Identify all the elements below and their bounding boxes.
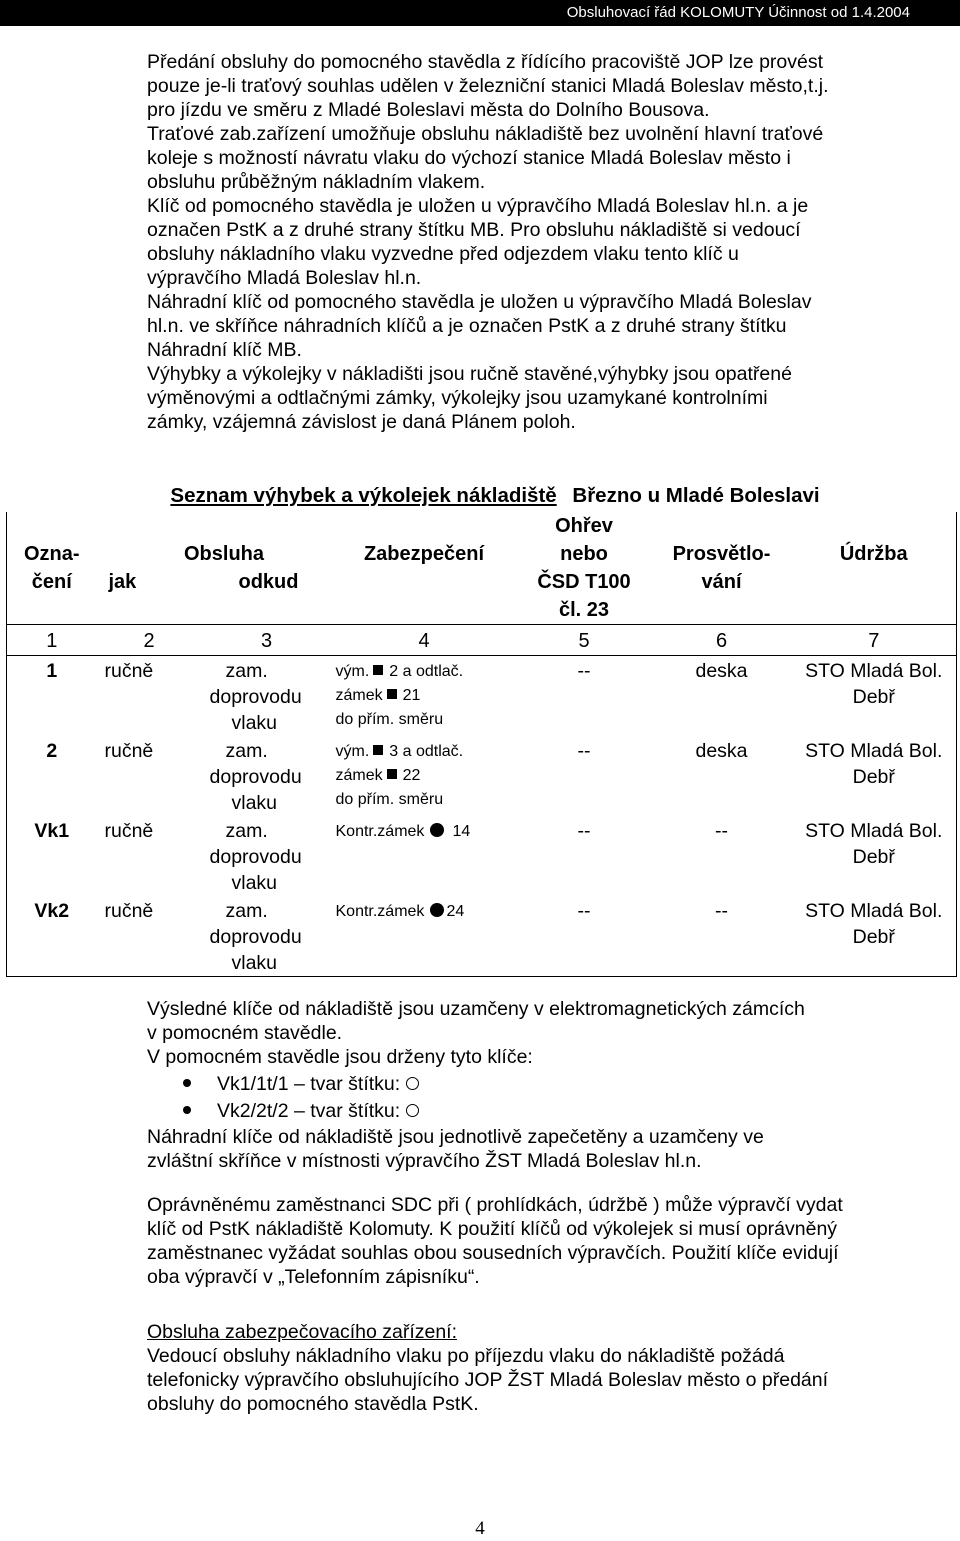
row-ohrev: -- bbox=[577, 740, 591, 762]
sdc-text bbox=[147, 1193, 927, 1289]
row-prosvetleni: -- bbox=[652, 896, 792, 977]
row-jak: ručně bbox=[97, 656, 202, 737]
text-line: výpravčího Mladá Boleslav hl.n. bbox=[147, 267, 422, 289]
header-ohrev: Ohřev nebo ČSD T100 čl. 23 bbox=[537, 515, 631, 621]
obsluha-section bbox=[147, 1320, 927, 1416]
bullet-item: Vk2/2t/2 – tvar štítku: bbox=[147, 1099, 927, 1123]
header-text: Obsluhovací řád KOLOMUTY Účinnost od 1.4.2004 bbox=[566, 4, 910, 21]
column-number: 4 bbox=[332, 625, 517, 656]
table-row bbox=[7, 816, 957, 896]
square-symbol-icon bbox=[387, 769, 397, 779]
header-oznaceni: Ozna- čení bbox=[7, 512, 97, 625]
header-prosvetleni: Prosvětlo- vání bbox=[672, 543, 771, 593]
text-line: Klíč od pomocného stavědla je uložen u výpravčího Mladá Boleslav hl.n. a je bbox=[147, 195, 809, 217]
bullet-icon bbox=[183, 1079, 191, 1087]
table-row bbox=[7, 896, 957, 977]
row-ohrev: -- bbox=[517, 656, 652, 737]
keys-text bbox=[147, 997, 927, 1173]
text-line: v pomocném stavědle. bbox=[147, 1022, 343, 1044]
row-odkud: zam. doprovodu vlaku bbox=[209, 820, 302, 894]
text-line: pro jízdu ve směru z Mladé Boleslavi města do Dolního Bousova. bbox=[147, 99, 710, 121]
filled-circle-icon bbox=[430, 823, 444, 837]
header-obsluha: Obsluha jak odkud bbox=[97, 512, 332, 625]
row-zabezpeceni: Kontr.zámek 24 bbox=[332, 896, 517, 977]
bullet-item: Vk1/1t/1 – tvar štítku: bbox=[147, 1072, 927, 1096]
square-symbol-icon bbox=[373, 745, 383, 755]
text-line: obsluhy nákladního vlaku vyzvedne před odjezdem vlaku tento klíč u bbox=[147, 243, 739, 265]
text-line: Předání obsluhy do pomocného stavědla z řídícího pracoviště JOP lze provést bbox=[147, 51, 824, 73]
section-heading: Obsluha zabezpečovacího zařízení: bbox=[147, 1321, 458, 1343]
row-udrzba: STO Mladá Bol. Debř bbox=[792, 896, 957, 977]
ring-tag-icon bbox=[406, 1077, 419, 1090]
intro-text bbox=[147, 50, 927, 434]
row-udrzba: STO Mladá Bol. Debř bbox=[792, 736, 957, 816]
square-symbol-icon bbox=[387, 689, 397, 699]
row-jak: ručně bbox=[97, 896, 202, 977]
text-line: Výsledné klíče od nákladiště jsou uzamčeny v elektromagnetických zámcích bbox=[147, 998, 805, 1020]
row-zabezpeceni: vým. 3 a odtlač. zámek 22 do přím. směru bbox=[335, 743, 464, 808]
row-udrzba: STO Mladá Bol. Debř bbox=[792, 656, 957, 737]
text-line: výměnovými a odtlačnými zámky, výkolejky jsou uzamykané kontrolními bbox=[147, 387, 768, 409]
column-number: 7 bbox=[792, 625, 957, 656]
page-number: 4 bbox=[475, 1518, 485, 1539]
table-row bbox=[7, 656, 957, 737]
row-zabezpeceni: Kontr.zámek 14 bbox=[335, 823, 471, 840]
column-number: 2 bbox=[97, 625, 202, 656]
text-line: Náhradní klíč MB. bbox=[147, 339, 302, 361]
text-line: Výhybky a výkolejky v nákladišti jsou ručně stavěné,výhybky jsou opatřené bbox=[147, 363, 792, 385]
text-line: zvláštní skříňce v místnosti výpravčího ŽST Mladá Boleslav hl.n. bbox=[147, 1150, 702, 1172]
column-number: 6 bbox=[652, 625, 792, 656]
header-udrzba: Údržba bbox=[792, 512, 957, 625]
text-line: označen PstK a z druhé strany štítku MB. Pro obsluhu nákladiště si vedoucí bbox=[147, 219, 801, 241]
column-number: 3 bbox=[202, 625, 332, 656]
row-ohrev: -- bbox=[577, 820, 591, 842]
text-line: klíč od PstK nákladiště Kolomuty. K použití klíčů od výkolejek si musí oprávněný bbox=[147, 1218, 838, 1240]
text-line: pouze je-li traťový souhlas udělen v železniční stanici Mladá Boleslav město,t.j. bbox=[147, 75, 829, 97]
table-row bbox=[7, 736, 957, 816]
header-jak: jak bbox=[108, 571, 137, 593]
text-line: Vedoucí obsluhy nákladního vlaku po příjezdu vlaku do nákladiště požádá bbox=[147, 1345, 785, 1367]
filled-circle-icon bbox=[430, 903, 444, 917]
row-odkud: zam. doprovodu vlaku bbox=[209, 740, 302, 814]
text-line: koleje s možností návratu vlaku do výchozí stanice Mladá Boleslav město i bbox=[147, 147, 791, 169]
row-odkud: zam. doprovodu vlaku bbox=[202, 896, 332, 977]
row-jak: ručně bbox=[104, 820, 154, 842]
bullet-icon bbox=[183, 1106, 191, 1114]
table-title-underlined: Seznam výhybek a výkolejek nákladiště bbox=[170, 484, 557, 507]
text-line: Náhradní klíč od pomocného stavědla je uložen u výpravčího Mladá Boleslav bbox=[147, 291, 812, 313]
text-line: telefonicky výpravčího obsluhujícího JOP ŽST Mladá Boleslav město o předání bbox=[147, 1369, 829, 1391]
text-line: oba výpravčí v „Telefonním zápisníku“. bbox=[147, 1266, 480, 1288]
text-line: Náhradní klíče od nákladiště jsou jednotlivě zapečetěny a uzamčeny ve bbox=[147, 1126, 764, 1148]
row-prosvetleni: -- bbox=[715, 820, 728, 842]
text-line: hl.n. ve skříňce náhradních klíčů a je označen PstK a z druhé strany štítku bbox=[147, 315, 787, 337]
row-ohrev: -- bbox=[517, 896, 652, 977]
row-id: Vk2 bbox=[7, 896, 97, 977]
text-line: Oprávněnému zaměstnanci SDC při ( prohlídkách, údržbě ) může výpravčí vydat bbox=[147, 1194, 843, 1216]
square-symbol-icon bbox=[373, 665, 383, 675]
row-id: 2 bbox=[7, 736, 97, 816]
row-odkud: zam. doprovodu vlaku bbox=[202, 656, 332, 737]
row-prosvetleni: deska bbox=[695, 740, 748, 762]
header-zabezpeceni: Zabezpečení bbox=[363, 543, 485, 565]
row-zabezpeceni: vým. 2 a odtlač. zámek 21 do přím. směru bbox=[332, 656, 517, 737]
header-odkud: odkud bbox=[238, 571, 299, 593]
ring-tag-icon bbox=[406, 1104, 419, 1117]
row-id: Vk1 bbox=[7, 816, 97, 896]
column-number: 1 bbox=[7, 625, 97, 656]
text-line: obsluhy do pomocného stavědla PstK. bbox=[147, 1393, 479, 1415]
switch-table bbox=[6, 512, 957, 977]
text-line: zaměstnanec vyžádat souhlas obou sousedních výpravčích. Použití klíče evidují bbox=[147, 1242, 839, 1264]
row-id: 1 bbox=[7, 656, 97, 737]
row-prosvetleni: deska bbox=[652, 656, 792, 737]
table-title bbox=[0, 484, 960, 508]
row-udrzba: STO Mladá Bol. Debř bbox=[792, 816, 957, 896]
column-number: 5 bbox=[517, 625, 652, 656]
text-line: Traťové zab.zařízení umožňuje obsluhu nákladiště bez uvolnění hlavní traťové bbox=[147, 123, 824, 145]
row-jak: ručně bbox=[104, 740, 154, 762]
table-title-rest: Březno u Mladé Boleslavi bbox=[572, 484, 820, 507]
text-line: obsluhu průběžným nákladním vlakem. bbox=[147, 171, 486, 193]
text-line: zámky, vzájemná závislost je daná Plánem poloh. bbox=[147, 411, 576, 433]
text-line: V pomocném stavědle jsou drženy tyto klíče: bbox=[147, 1046, 533, 1068]
document-header bbox=[0, 0, 960, 26]
